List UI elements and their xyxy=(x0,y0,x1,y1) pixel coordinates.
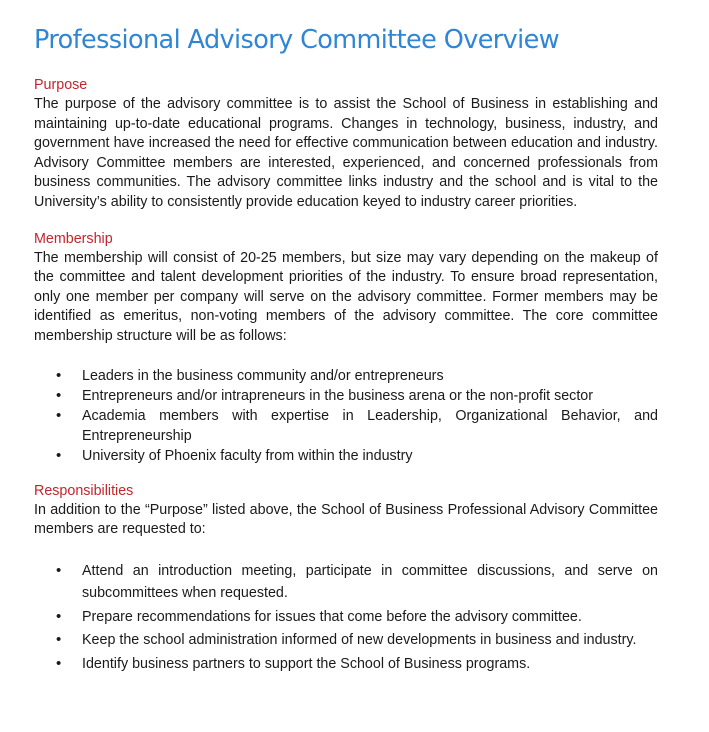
list-item xyxy=(34,406,658,446)
membership-heading: Membership xyxy=(34,230,113,247)
list-item-text: Academia members with expertise in Leadership, Organizational Behavior, and Entrepreneurship xyxy=(82,407,658,444)
list-item xyxy=(34,386,658,406)
purpose-heading: Purpose xyxy=(34,77,88,93)
responsibilities-section xyxy=(34,482,658,676)
list-item-text: Leaders in the business community and/or entrepreneurs xyxy=(82,367,444,384)
list-item-text: University of Phoenix faculty from within the industry xyxy=(82,447,413,464)
list-item-text: Prepare recommendations for issues that come before the advisory committee. xyxy=(82,608,582,625)
membership-paragraph: The membership will consist of 20-25 members, but size may vary depending on the makeup of the committee and talent development priorities of the industry. To ensure broad representation, only one member per company will serve on the advisory committee. Former members may be identified as emeritus, non-voting members of the advisory committee. The core committee membership structure will be as follows: xyxy=(34,249,658,344)
responsibilities-paragraph: In addition to the “Purpose” listed above, the School of Business Professional Advisory Committee members are requested to: xyxy=(34,501,658,538)
list-item-text: Attend an introduction meeting, participate in committee discussions, and serve on subcommittees when requested. xyxy=(82,562,658,602)
bullet-icon: • xyxy=(56,607,62,625)
list-item xyxy=(34,629,658,652)
list-item xyxy=(34,366,658,386)
responsibilities-heading: Responsibilities xyxy=(34,482,134,499)
membership-section xyxy=(34,230,658,466)
purpose-paragraph: The purpose of the advisory committee is to assist the School of Business in establishing and maintaining up-to-date educational programs. Changes in technology, business, industry, and government have increased the need for effective communication between education and industry. Advisory Committee members are interested, experienced, and concerned professionals from business communities. The advisory committee links industry and the school and is vital to the University’s ability to consistently provide education keyed to industry career priorities. xyxy=(34,96,658,210)
bullet-icon: • xyxy=(56,561,62,579)
bullet-icon: • xyxy=(56,654,62,672)
bullet-icon: • xyxy=(56,446,62,464)
document-page xyxy=(34,0,658,676)
bullet-icon: • xyxy=(56,366,62,384)
membership-list xyxy=(34,366,658,466)
list-item xyxy=(34,606,658,629)
bullet-icon: • xyxy=(56,406,62,424)
list-item-text: Keep the school administration informed of new developments in business and industry. xyxy=(82,632,637,649)
list-item-text: Identify business partners to support the School of Business programs. xyxy=(82,655,531,672)
purpose-section xyxy=(34,76,658,213)
list-item xyxy=(34,560,658,605)
bullet-icon: • xyxy=(56,631,62,649)
list-item xyxy=(34,653,658,676)
bullet-icon: • xyxy=(56,386,62,404)
list-item xyxy=(34,446,658,466)
responsibilities-list xyxy=(34,560,658,676)
list-item-text: Entrepreneurs and/or intrapreneurs in the business arena or the non-profit sector xyxy=(82,387,594,404)
page-title: Professional Advisory Committee Overview xyxy=(34,25,559,55)
